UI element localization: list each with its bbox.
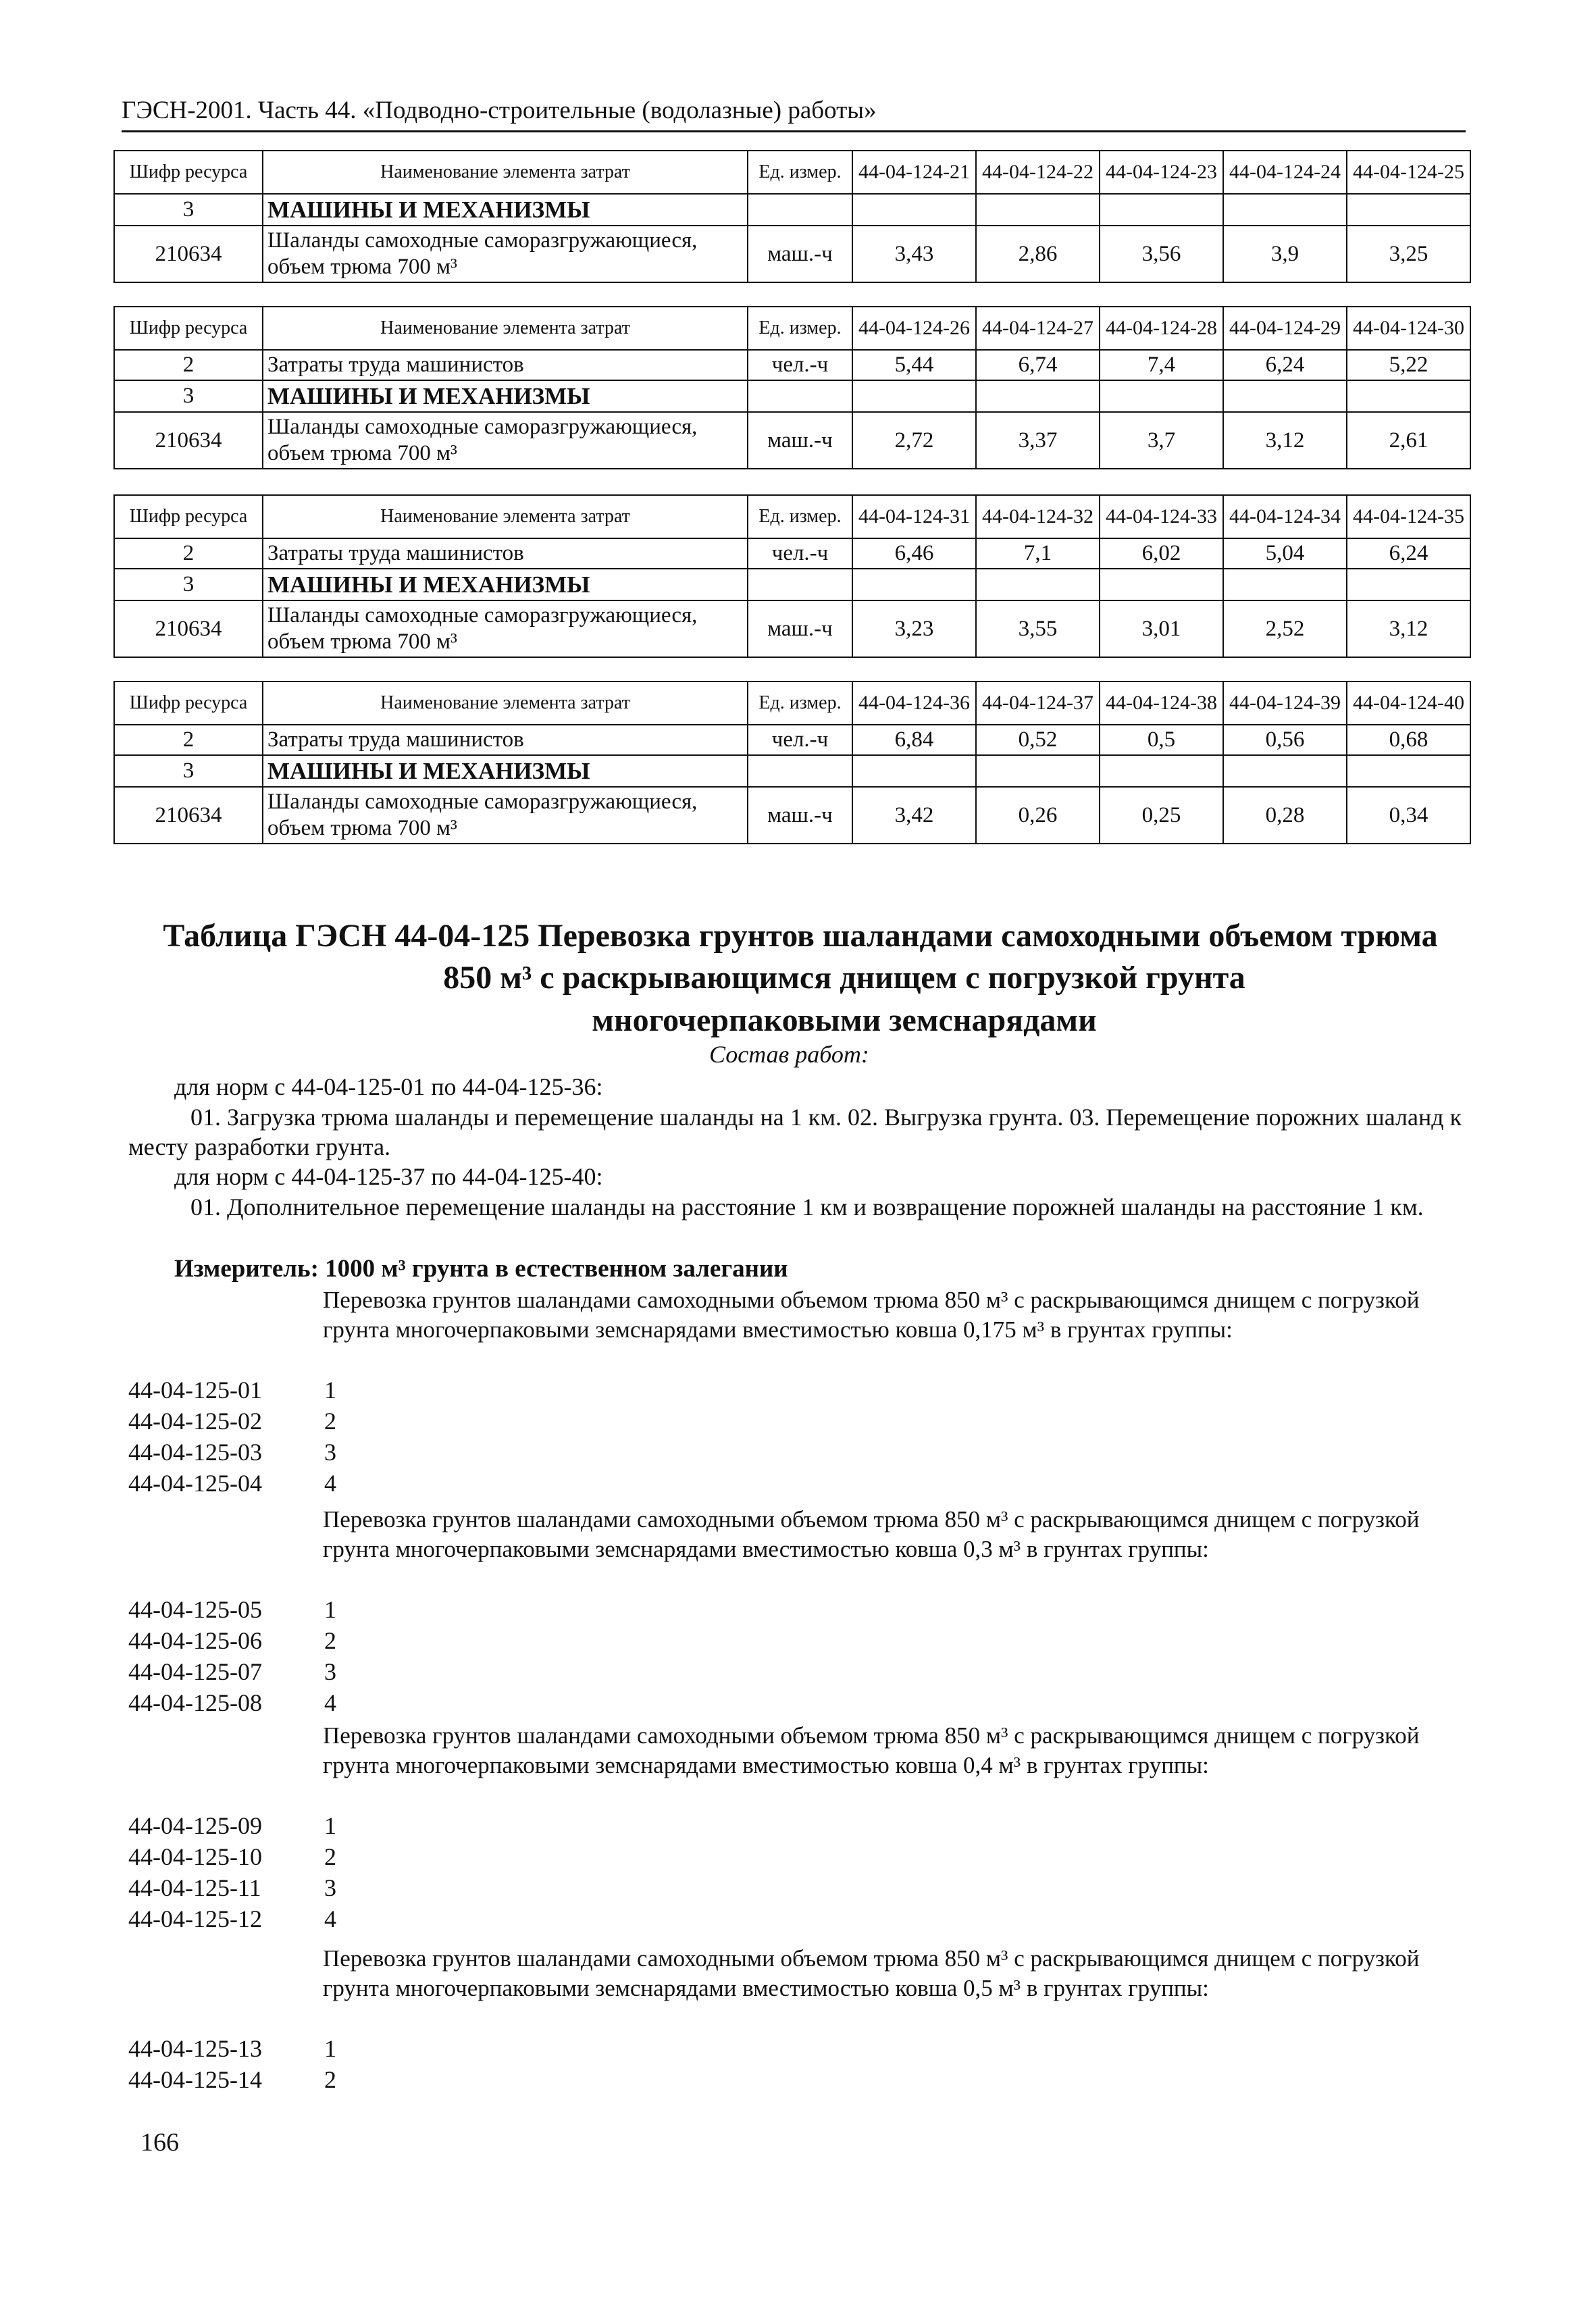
norm-code-cell: 44-04-124-39	[1223, 682, 1347, 725]
list-item	[128, 1810, 336, 1841]
resource-code-cell: 3	[114, 380, 263, 412]
norm-code-cell: 44-04-124-30	[1347, 307, 1470, 350]
empty-cell	[976, 755, 1100, 787]
value-cell: 6,46	[852, 538, 976, 569]
resource-name-cell: Затраты труда машинистов	[263, 725, 748, 755]
unit-cell: чел.-ч	[748, 725, 852, 755]
list-item	[128, 2064, 336, 2095]
norm-code: 44-04-125-05	[128, 1596, 262, 1623]
value-cell: 5,04	[1223, 538, 1347, 569]
value-cell: 3,42	[852, 787, 976, 844]
scope-2: для норм с 44-04-125-37 по 44-04-125-40:	[174, 1163, 603, 1190]
value-cell: 3,37	[976, 412, 1100, 469]
value-cell: 3,56	[1100, 226, 1223, 282]
list-item	[128, 1656, 336, 1687]
norm-code-cell: 44-04-124-33	[1100, 495, 1223, 538]
norm-code-cell: 44-04-124-26	[852, 307, 976, 350]
norm-code: 44-04-125-10	[128, 1843, 262, 1870]
value-cell: 3,43	[852, 226, 976, 282]
value-cell: 7,1	[976, 538, 1100, 569]
norm-code-cell: 44-04-124-36	[852, 682, 976, 725]
table-row	[114, 600, 1470, 657]
group-description: Перевозка грунтов шаландами самоходными объемом трюма 850 м³ с раскрывающимся днищем с погрузкой грунта многочерпаковыми земснарядами вместимостью ковша 0,3 м³ в грунтах группы:	[323, 1506, 1420, 1563]
list-item	[128, 1903, 336, 1934]
list-item	[128, 1594, 336, 1625]
table-row	[114, 194, 1470, 226]
value-cell: 0,34	[1347, 787, 1470, 844]
table-row	[114, 412, 1470, 469]
group-description: Перевозка грунтов шаландами самоходными объемом трюма 850 м³ с раскрывающимся днищем с погрузкой грунта многочерпаковыми земснарядами вместимостью ковша 0,5 м³ в грунтах группы:	[323, 1945, 1420, 2002]
value-cell: 0,56	[1223, 725, 1347, 755]
soil-group: 4	[324, 1905, 336, 1932]
empty-cell	[748, 755, 852, 787]
value-cell: 3,12	[1347, 600, 1470, 657]
header-name-cell: Наименование элемента затрат	[263, 495, 748, 538]
empty-cell	[1347, 380, 1470, 412]
section-title	[128, 915, 1472, 1042]
resource-code-cell: 210634	[114, 226, 263, 282]
page-header: ГЭСН-2001. Часть 44. «Подводно-строительные (водолазные) работы»	[122, 96, 1466, 132]
resource-name-cell: МАШИНЫ И МЕХАНИЗМЫ	[263, 380, 748, 412]
header-code-cell: Шифр ресурса	[114, 682, 263, 725]
soil-group: 3	[324, 1658, 336, 1685]
header-code-cell: Шифр ресурса	[114, 151, 263, 194]
norm-code-cell: 44-04-124-29	[1223, 307, 1347, 350]
table-row	[114, 538, 1470, 569]
unit-cell: чел.-ч	[748, 350, 852, 380]
empty-cell	[852, 755, 976, 787]
unit-cell: маш.-ч	[748, 226, 852, 282]
empty-cell	[1347, 569, 1470, 600]
empty-cell	[852, 194, 976, 226]
norm-code: 44-04-125-06	[128, 1627, 262, 1654]
norm-code-cell: 44-04-124-31	[852, 495, 976, 538]
list-item	[128, 1687, 336, 1718]
empty-cell	[852, 380, 976, 412]
header-name-cell: Наименование элемента затрат	[263, 151, 748, 194]
norm-code: 44-04-125-07	[128, 1658, 262, 1685]
value-cell: 3,9	[1223, 226, 1347, 282]
empty-cell	[1347, 194, 1470, 226]
norm-code: 44-04-125-08	[128, 1689, 262, 1716]
list-item	[128, 2033, 336, 2064]
value-cell: 0,28	[1223, 787, 1347, 844]
value-cell: 0,68	[1347, 725, 1470, 755]
empty-cell	[1100, 380, 1223, 412]
value-cell: 3,7	[1100, 412, 1223, 469]
norm-code-cell: 44-04-124-34	[1223, 495, 1347, 538]
soil-group: 3	[324, 1874, 336, 1901]
resource-name-cell: МАШИНЫ И МЕХАНИЗМЫ	[263, 194, 748, 226]
value-cell: 5,22	[1347, 350, 1470, 380]
norm-code-list	[128, 1594, 336, 1718]
work-list-1: 01. Загрузка трюма шаланды и перемещение шаланды на 1 км. 02. Выгрузка грунта. 03. Перемещение порожних шаланд к месту разработки грунта.	[128, 1104, 1462, 1160]
resource-code-cell: 3	[114, 194, 263, 226]
value-cell: 0,52	[976, 725, 1100, 755]
resource-name-cell: МАШИНЫ И МЕХАНИЗМЫ	[263, 569, 748, 600]
value-cell: 6,84	[852, 725, 976, 755]
table-row	[114, 569, 1470, 600]
value-cell: 2,61	[1347, 412, 1470, 469]
soil-group: 1	[324, 1596, 336, 1623]
norm-code-cell: 44-04-124-24	[1223, 151, 1347, 194]
header-code-cell: Шифр ресурса	[114, 495, 263, 538]
resource-code-cell: 2	[114, 350, 263, 380]
norm-code-cell: 44-04-124-32	[976, 495, 1100, 538]
header-unit-cell: Ед. измер.	[748, 682, 852, 725]
resource-name-cell: Затраты труда машинистов	[263, 350, 748, 380]
scope-1: для норм с 44-04-125-01 по 44-04-125-36:	[174, 1073, 603, 1100]
table-row	[114, 725, 1470, 755]
soil-group: 2	[324, 1408, 336, 1435]
value-cell: 0,26	[976, 787, 1100, 844]
empty-cell	[748, 194, 852, 226]
empty-cell	[1223, 380, 1347, 412]
norm-table	[113, 150, 1471, 283]
norm-code: 44-04-125-09	[128, 1812, 262, 1839]
value-cell: 2,86	[976, 226, 1100, 282]
list-item	[128, 1374, 336, 1406]
norm-code: 44-04-125-12	[128, 1905, 262, 1932]
empty-cell	[976, 380, 1100, 412]
resource-code-cell: 210634	[114, 412, 263, 469]
resource-code-cell: 2	[114, 538, 263, 569]
unit-cell: чел.-ч	[748, 538, 852, 569]
group-description: Перевозка грунтов шаландами самоходными объемом трюма 850 м³ с раскрывающимся днищем с погрузкой грунта многочерпаковыми земснарядами вместимостью ковша 0,4 м³ в грунтах группы:	[323, 1722, 1420, 1779]
work-list-2: 01. Дополнительное перемещение шаланды на расстояние 1 км и возвращение порожней шаланды на расстояние 1 км.	[190, 1193, 1424, 1220]
empty-cell	[1100, 755, 1223, 787]
empty-cell	[1223, 569, 1347, 600]
norm-table	[113, 681, 1471, 844]
value-cell: 3,01	[1100, 600, 1223, 657]
soil-group: 4	[324, 1689, 336, 1716]
header-name-cell: Наименование элемента затрат	[263, 682, 748, 725]
norm-code-cell: 44-04-124-27	[976, 307, 1100, 350]
soil-group: 3	[324, 1439, 336, 1466]
norm-code: 44-04-125-13	[128, 2035, 262, 2062]
norm-code-list	[128, 1374, 336, 1499]
header-name-cell: Наименование элемента затрат	[263, 307, 748, 350]
norm-code: 44-04-125-02	[128, 1408, 262, 1435]
norm-code-cell: 44-04-124-25	[1347, 151, 1470, 194]
empty-cell	[748, 380, 852, 412]
soil-group: 2	[324, 2066, 336, 2093]
list-item	[128, 1872, 336, 1903]
resource-name-cell: Шаланды самоходные саморазгружающиеся, объем трюма 700 м³	[263, 787, 748, 844]
norm-code: 44-04-125-14	[128, 2066, 262, 2093]
norm-code-cell: 44-04-124-35	[1347, 495, 1470, 538]
header-unit-cell: Ед. измер.	[748, 495, 852, 538]
list-item	[128, 1625, 336, 1656]
empty-cell	[976, 569, 1100, 600]
value-cell: 6,02	[1100, 538, 1223, 569]
norm-code: 44-04-125-01	[128, 1377, 262, 1404]
norm-code-list	[128, 2033, 336, 2095]
norm-code-cell: 44-04-124-28	[1100, 307, 1223, 350]
value-cell: 2,72	[852, 412, 976, 469]
soil-group: 1	[324, 1812, 336, 1839]
page-number: 166	[140, 2128, 179, 2157]
resource-name-cell: МАШИНЫ И МЕХАНИЗМЫ	[263, 755, 748, 787]
measure-unit: Измеритель: 1000 м³ грунта в естественном залегании	[174, 1255, 788, 1283]
norm-code-cell: 44-04-124-21	[852, 151, 976, 194]
value-cell: 6,24	[1347, 538, 1470, 569]
value-cell: 6,74	[976, 350, 1100, 380]
norm-table	[113, 494, 1471, 658]
title-line-2: 850 м³ с раскрывающимся днищем с погрузкой грунта	[443, 960, 1245, 996]
header-code-cell: Шифр ресурса	[114, 307, 263, 350]
title-line-1: Таблица ГЭСН 44-04-125 Перевозка грунтов шаландами самоходными объемом трюма	[163, 918, 1438, 954]
norm-code-cell: 44-04-124-37	[976, 682, 1100, 725]
norm-code: 44-04-125-11	[128, 1874, 261, 1901]
empty-cell	[976, 194, 1100, 226]
soil-group: 2	[324, 1843, 336, 1870]
value-cell: 3,25	[1347, 226, 1470, 282]
norm-table	[113, 306, 1471, 469]
resource-name-cell: Шаланды самоходные саморазгружающиеся, объем трюма 700 м³	[263, 412, 748, 469]
norm-code-list	[128, 1810, 336, 1934]
unit-cell: маш.-ч	[748, 600, 852, 657]
norm-code-cell: 44-04-124-22	[976, 151, 1100, 194]
value-cell: 5,44	[852, 350, 976, 380]
empty-cell	[1347, 755, 1470, 787]
header-unit-cell: Ед. измер.	[748, 307, 852, 350]
list-item	[128, 1841, 336, 1872]
value-cell: 0,5	[1100, 725, 1223, 755]
unit-cell: маш.-ч	[748, 787, 852, 844]
value-cell: 3,23	[852, 600, 976, 657]
header-unit-cell: Ед. измер.	[748, 151, 852, 194]
unit-cell: маш.-ч	[748, 412, 852, 469]
resource-code-cell: 210634	[114, 600, 263, 657]
value-cell: 7,4	[1100, 350, 1223, 380]
resource-name-cell: Затраты труда машинистов	[263, 538, 748, 569]
table-row	[114, 226, 1470, 282]
value-cell: 3,12	[1223, 412, 1347, 469]
norm-code: 44-04-125-03	[128, 1439, 262, 1466]
norm-code-cell: 44-04-124-23	[1100, 151, 1223, 194]
value-cell: 6,24	[1223, 350, 1347, 380]
value-cell: 3,55	[976, 600, 1100, 657]
resource-code-cell: 3	[114, 755, 263, 787]
group-description: Перевозка грунтов шаландами самоходными объемом трюма 850 м³ с раскрывающимся днищем с погрузкой грунта многочерпаковыми земснарядами вместимостью ковша 0,175 м³ в грунтах группы:	[323, 1287, 1420, 1343]
soil-group: 1	[324, 1377, 336, 1404]
soil-group: 2	[324, 1627, 336, 1654]
list-item	[128, 1468, 336, 1499]
empty-cell	[1223, 755, 1347, 787]
empty-cell	[1100, 194, 1223, 226]
table-row	[114, 380, 1470, 412]
works-subtitle: Состав работ:	[709, 1041, 869, 1068]
norm-code-cell: 44-04-124-38	[1100, 682, 1223, 725]
table-row	[114, 350, 1470, 380]
empty-cell	[748, 569, 852, 600]
resource-name-cell: Шаланды самоходные саморазгружающиеся, объем трюма 700 м³	[263, 226, 748, 282]
title-line-3: многочерпаковыми земснарядами	[592, 1002, 1097, 1038]
table-row	[114, 755, 1470, 787]
empty-cell	[852, 569, 976, 600]
empty-cell	[1223, 194, 1347, 226]
resource-code-cell: 210634	[114, 787, 263, 844]
norm-code-cell: 44-04-124-40	[1347, 682, 1470, 725]
table-row	[114, 787, 1470, 844]
norm-code: 44-04-125-04	[128, 1470, 262, 1497]
value-cell: 0,25	[1100, 787, 1223, 844]
resource-code-cell: 2	[114, 725, 263, 755]
soil-group: 4	[324, 1470, 336, 1497]
list-item	[128, 1437, 336, 1468]
soil-group: 1	[324, 2035, 336, 2062]
resource-name-cell: Шаланды самоходные саморазгружающиеся, объем трюма 700 м³	[263, 600, 748, 657]
resource-code-cell: 3	[114, 569, 263, 600]
list-item	[128, 1406, 336, 1437]
value-cell: 2,52	[1223, 600, 1347, 657]
empty-cell	[1100, 569, 1223, 600]
